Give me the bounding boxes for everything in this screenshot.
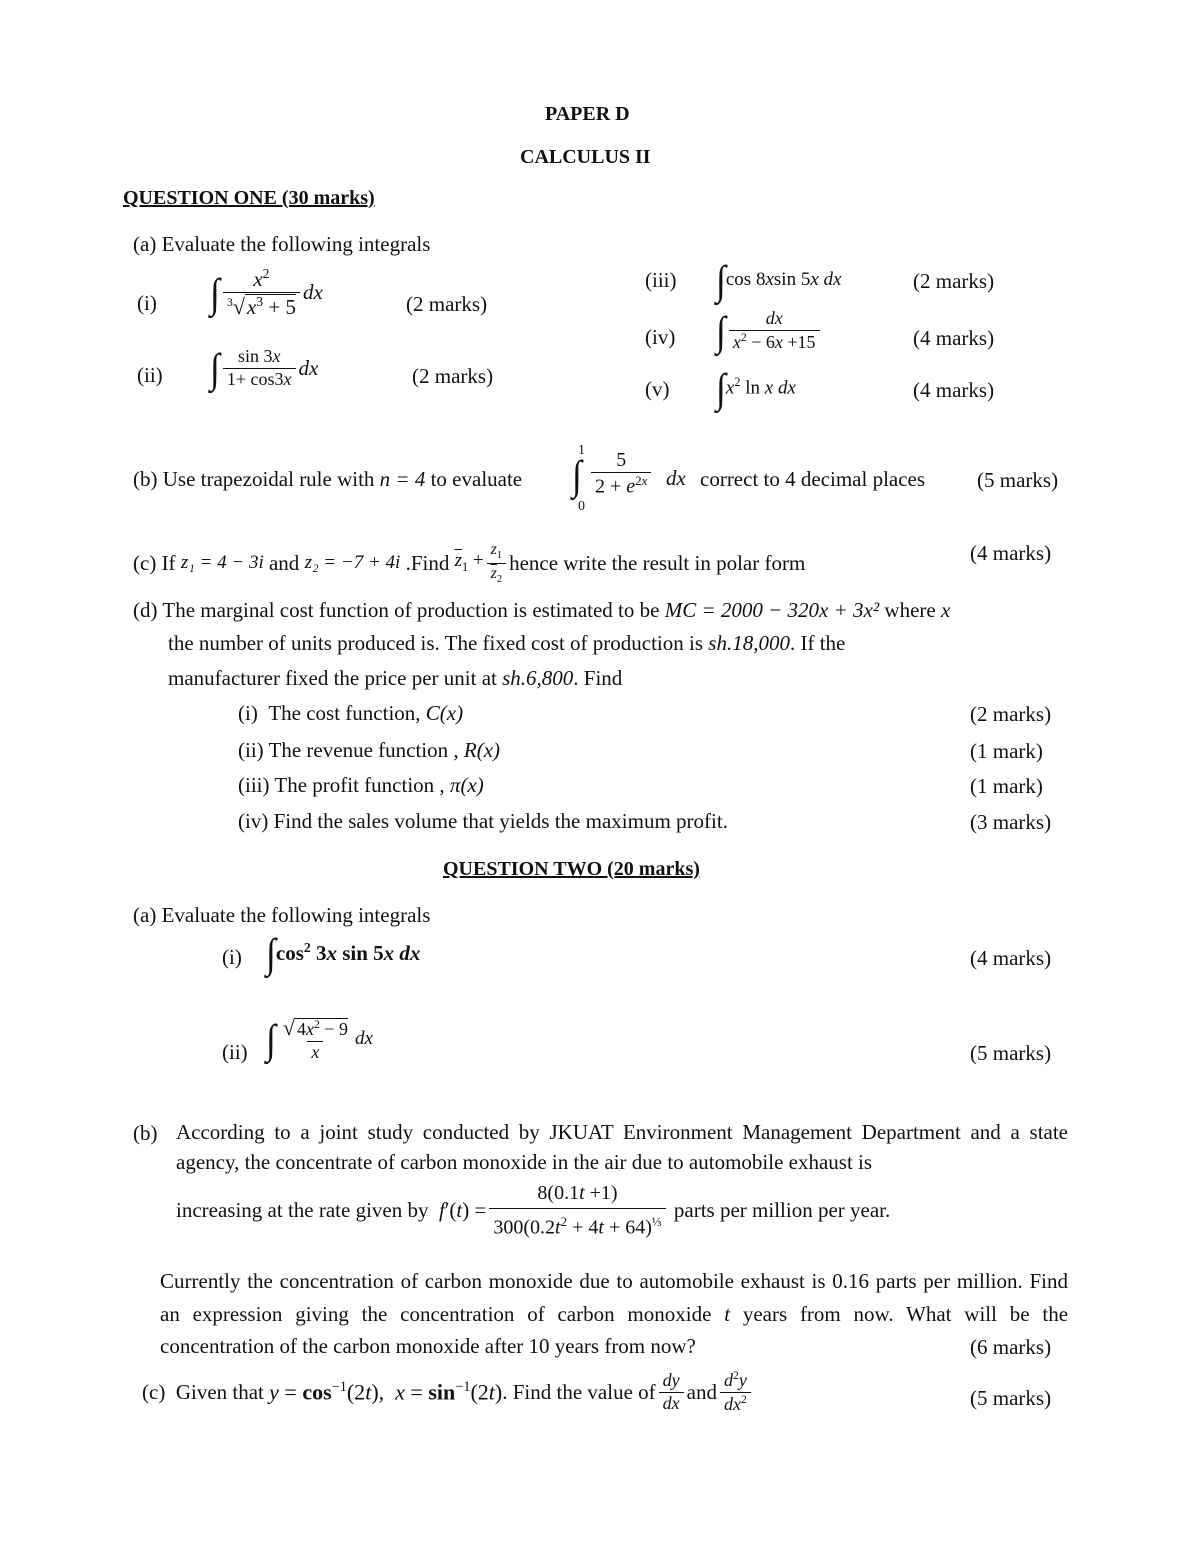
q1a-iv-label: (iv)	[645, 325, 676, 349]
q1d-iv: (iv) Find the sales volume that yields the maximum profit.	[238, 809, 728, 833]
q1a-iii-label: (iii)	[645, 268, 677, 292]
q1d-ii-marks: (1 mark)	[970, 739, 1043, 763]
q1d-iii: (iii) The profit function , π(x)	[238, 773, 484, 797]
q1a-ii-marks: (2 marks)	[412, 364, 494, 388]
q1a-i-integral: ∫ $\frac{x^2}{^3√x^3 + 5}$ dx	[210, 266, 323, 320]
q1d-i-marks: (2 marks)	[970, 702, 1052, 726]
course-title: CALCULUS II	[520, 146, 651, 168]
question-one-heading: QUESTION ONE (30 marks)	[123, 187, 375, 209]
q1b-text: (b) Use trapezoidal rule with n = 4 to evaluate	[133, 467, 523, 491]
q1a-v-label: (v)	[645, 377, 670, 401]
q2b-text2: Currently the concentration of carbon monoxide due to automobile exhaust is 0.16 parts per million. Find an expression giving the concentration of carbon monoxide t years from now. What will be the concentration of the carbon monoxide after 10 years from now?	[160, 1269, 1069, 1359]
q1a-intro: (a) Evaluate the following integrals	[133, 232, 431, 256]
q1a-iv-integral: ∫ $\frac{dx}{x^2 - 6x +15}$	[716, 309, 823, 353]
q1d-line3: manufacturer fixed the price per unit at sh.6,800. Find	[168, 666, 623, 690]
q1a-iv-marks: (4 marks)	[913, 326, 995, 350]
q1d-iii-marks: (1 mark)	[970, 774, 1043, 798]
q1b-integral: 1 0 ∫ $\frac{5}{2 + e^{2x}}$ dx	[572, 443, 686, 514]
q1c-text: (c) If z₁ = 4 − 3i and z₂ = −7 + 4i .Find $\overline{z}_1$ + $\frac{z_1}{\overline{z}_2}$ hence write the result in polar form	[133, 541, 806, 585]
q1d-ii: (ii) The revenue function , R(x)	[238, 738, 501, 762]
q1d-line2: the number of units produced is. The fixed cost of production is sh.18,000. If the	[168, 631, 846, 655]
question-two-heading: QUESTION TWO (20 marks)	[443, 858, 700, 880]
q2b-rate: increasing at the rate given by f ′( t ) = $\frac{8(0.1t +1)}{300(0.2t^2 + 4t + 64)^{\frac{1}{3}}}$ parts per million per year.	[176, 1182, 891, 1239]
q1a-iii-integral: ∫ cos 8xsin 5x dx	[716, 257, 842, 303]
paper-title: PAPER D	[545, 103, 630, 125]
q1d-line1: (d) The marginal cost function of production is estimated to be MC = 2000 − 320x + 3x² where x	[133, 598, 951, 622]
q1d-i: (i) The cost function, C(x)	[238, 701, 464, 725]
q1a-ii-label: (ii)	[137, 363, 163, 387]
q1b-text-after: correct to 4 decimal places	[700, 467, 926, 491]
q1a-v-integral: ∫ $x^2$ ln x dx	[716, 365, 796, 411]
q2c-text: (c) Given that $y = \cos^{-1}(2t)$, $x = \sin^{-1}(2t)$ . Find the value of $\frac{dy}{dx}$ and $\frac{d^2y}{dx^2}$	[142, 1370, 754, 1415]
q2b-label: (b)	[133, 1121, 158, 1145]
q2a-ii-integral: ∫ $\frac{√ 4x^2 - 9}{x}$ dx	[266, 1015, 373, 1063]
q1a-v-marks: (4 marks)	[913, 378, 995, 402]
q1c-marks: (4 marks)	[970, 541, 1052, 565]
q2a-i-label: (i)	[222, 945, 242, 969]
q2a-ii-marks: (5 marks)	[970, 1041, 1052, 1065]
q2a-i-integral: ∫ $\cos^2 3x$ sin 5x dx	[266, 930, 421, 976]
q1b-marks: (5 marks)	[977, 468, 1059, 492]
q1a-iii-marks: (2 marks)	[913, 269, 995, 293]
q1d-iv-marks: (3 marks)	[970, 810, 1052, 834]
q2c-marks: (5 marks)	[970, 1386, 1052, 1410]
q1a-ii-integral: ∫ $\frac{\sin 3x}{1+ \cos 3x}$ dx	[210, 345, 319, 392]
q2b-text1: According to a joint study conducted by JKUAT Environment Management Department and a state agency, the concentrate of carbon monoxide in the air due to automobile exhaust is	[176, 1120, 1068, 1175]
q2a-ii-label: (ii)	[222, 1040, 248, 1064]
q2b-marks: (6 marks)	[970, 1335, 1052, 1359]
q1a-i-label: (i)	[137, 291, 157, 315]
q1a-i-marks: (2 marks)	[406, 292, 488, 316]
q2a-i-marks: (4 marks)	[970, 946, 1052, 970]
q2a-intro: (a) Evaluate the following integrals	[133, 903, 431, 927]
